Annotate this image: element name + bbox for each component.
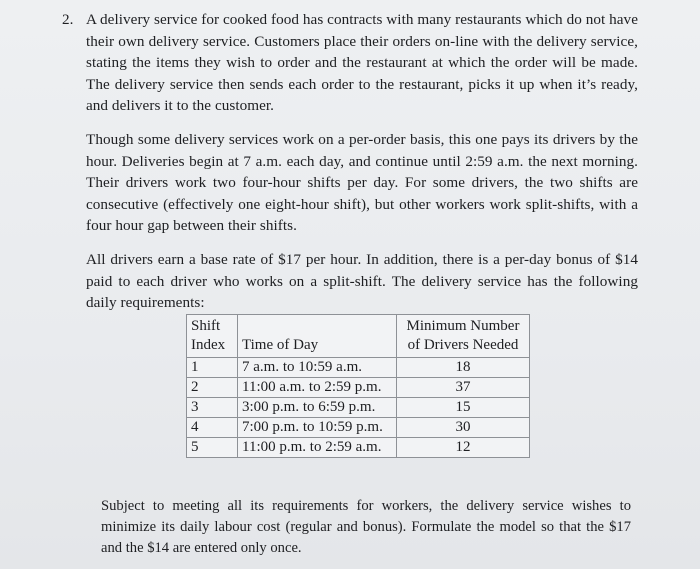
time-of-day-cell: 11:00 a.m. to 2:59 p.m.: [238, 378, 397, 398]
min-drivers-cell: 37: [397, 378, 530, 398]
problem-statement: [62, 9, 638, 326]
time-of-day-cell: 7:00 p.m. to 10:59 p.m.: [238, 418, 397, 438]
shift-index-cell: 1: [187, 358, 238, 378]
table-row: [187, 398, 530, 418]
rates-paragraph: All drivers earn a base rate of $17 per hour. In addition, there is a per-day bonus of $14 paid to each driver who works on a split-shift. The delivery service has the following daily requirements:: [86, 250, 638, 312]
table-row: [187, 438, 530, 458]
shift-index-cell: 3: [187, 398, 238, 418]
table-row: [187, 358, 530, 378]
header-min-drivers: Minimum Number of Drivers Needed: [397, 315, 530, 358]
table-header-row: [187, 315, 530, 358]
table-row: [187, 378, 530, 398]
requirements-table: [186, 314, 530, 458]
intro-paragraph: A delivery service for cooked food has contracts with many restaurants which do not have their own delivery service. Customers place their orders on-line with the delivery service, stating the items they wish to order and the restaurant at which the order will be made. The delivery service then sends each order to the restaurant, picks it up when it’s ready, and delivers it to the customer.: [86, 11, 638, 115]
shift-index-cell: 2: [187, 378, 238, 398]
time-of-day-cell: 11:00 p.m. to 2:59 a.m.: [238, 438, 397, 458]
time-of-day-cell: 7 a.m. to 10:59 a.m.: [238, 358, 397, 378]
pay-paragraph: Though some delivery services work on a per-order basis, this one pays its drivers by the hour. Deliveries begin at 7 a.m. each day, and continue until 2:59 a.m. the next morning. Their drivers work two four-hour shifts per day. For some drivers, the two shifts are consecutive (effectively one eight-hour shift), but other workers work split-shifts, with a four hour gap between their shifts.: [86, 130, 638, 235]
min-drivers-cell: 30: [397, 418, 530, 438]
closing-paragraph: Subject to meeting all its requirements for workers, the delivery service wishes to minimize its daily labour cost (regular and bonus). Formulate the model so that the $17 and the $14 are entered only once.: [101, 497, 631, 556]
min-drivers-cell: 12: [397, 438, 530, 458]
time-of-day-cell: 3:00 p.m. to 6:59 p.m.: [238, 398, 397, 418]
min-drivers-cell: 18: [397, 358, 530, 378]
header-shift-index: Shift Index: [187, 315, 238, 358]
problem-number: 2.: [62, 11, 74, 28]
shift-index-cell: 4: [187, 418, 238, 438]
shift-index-cell: 5: [187, 438, 238, 458]
min-drivers-cell: 15: [397, 398, 530, 418]
header-time-of-day: Time of Day: [238, 315, 397, 358]
table-row: [187, 418, 530, 438]
